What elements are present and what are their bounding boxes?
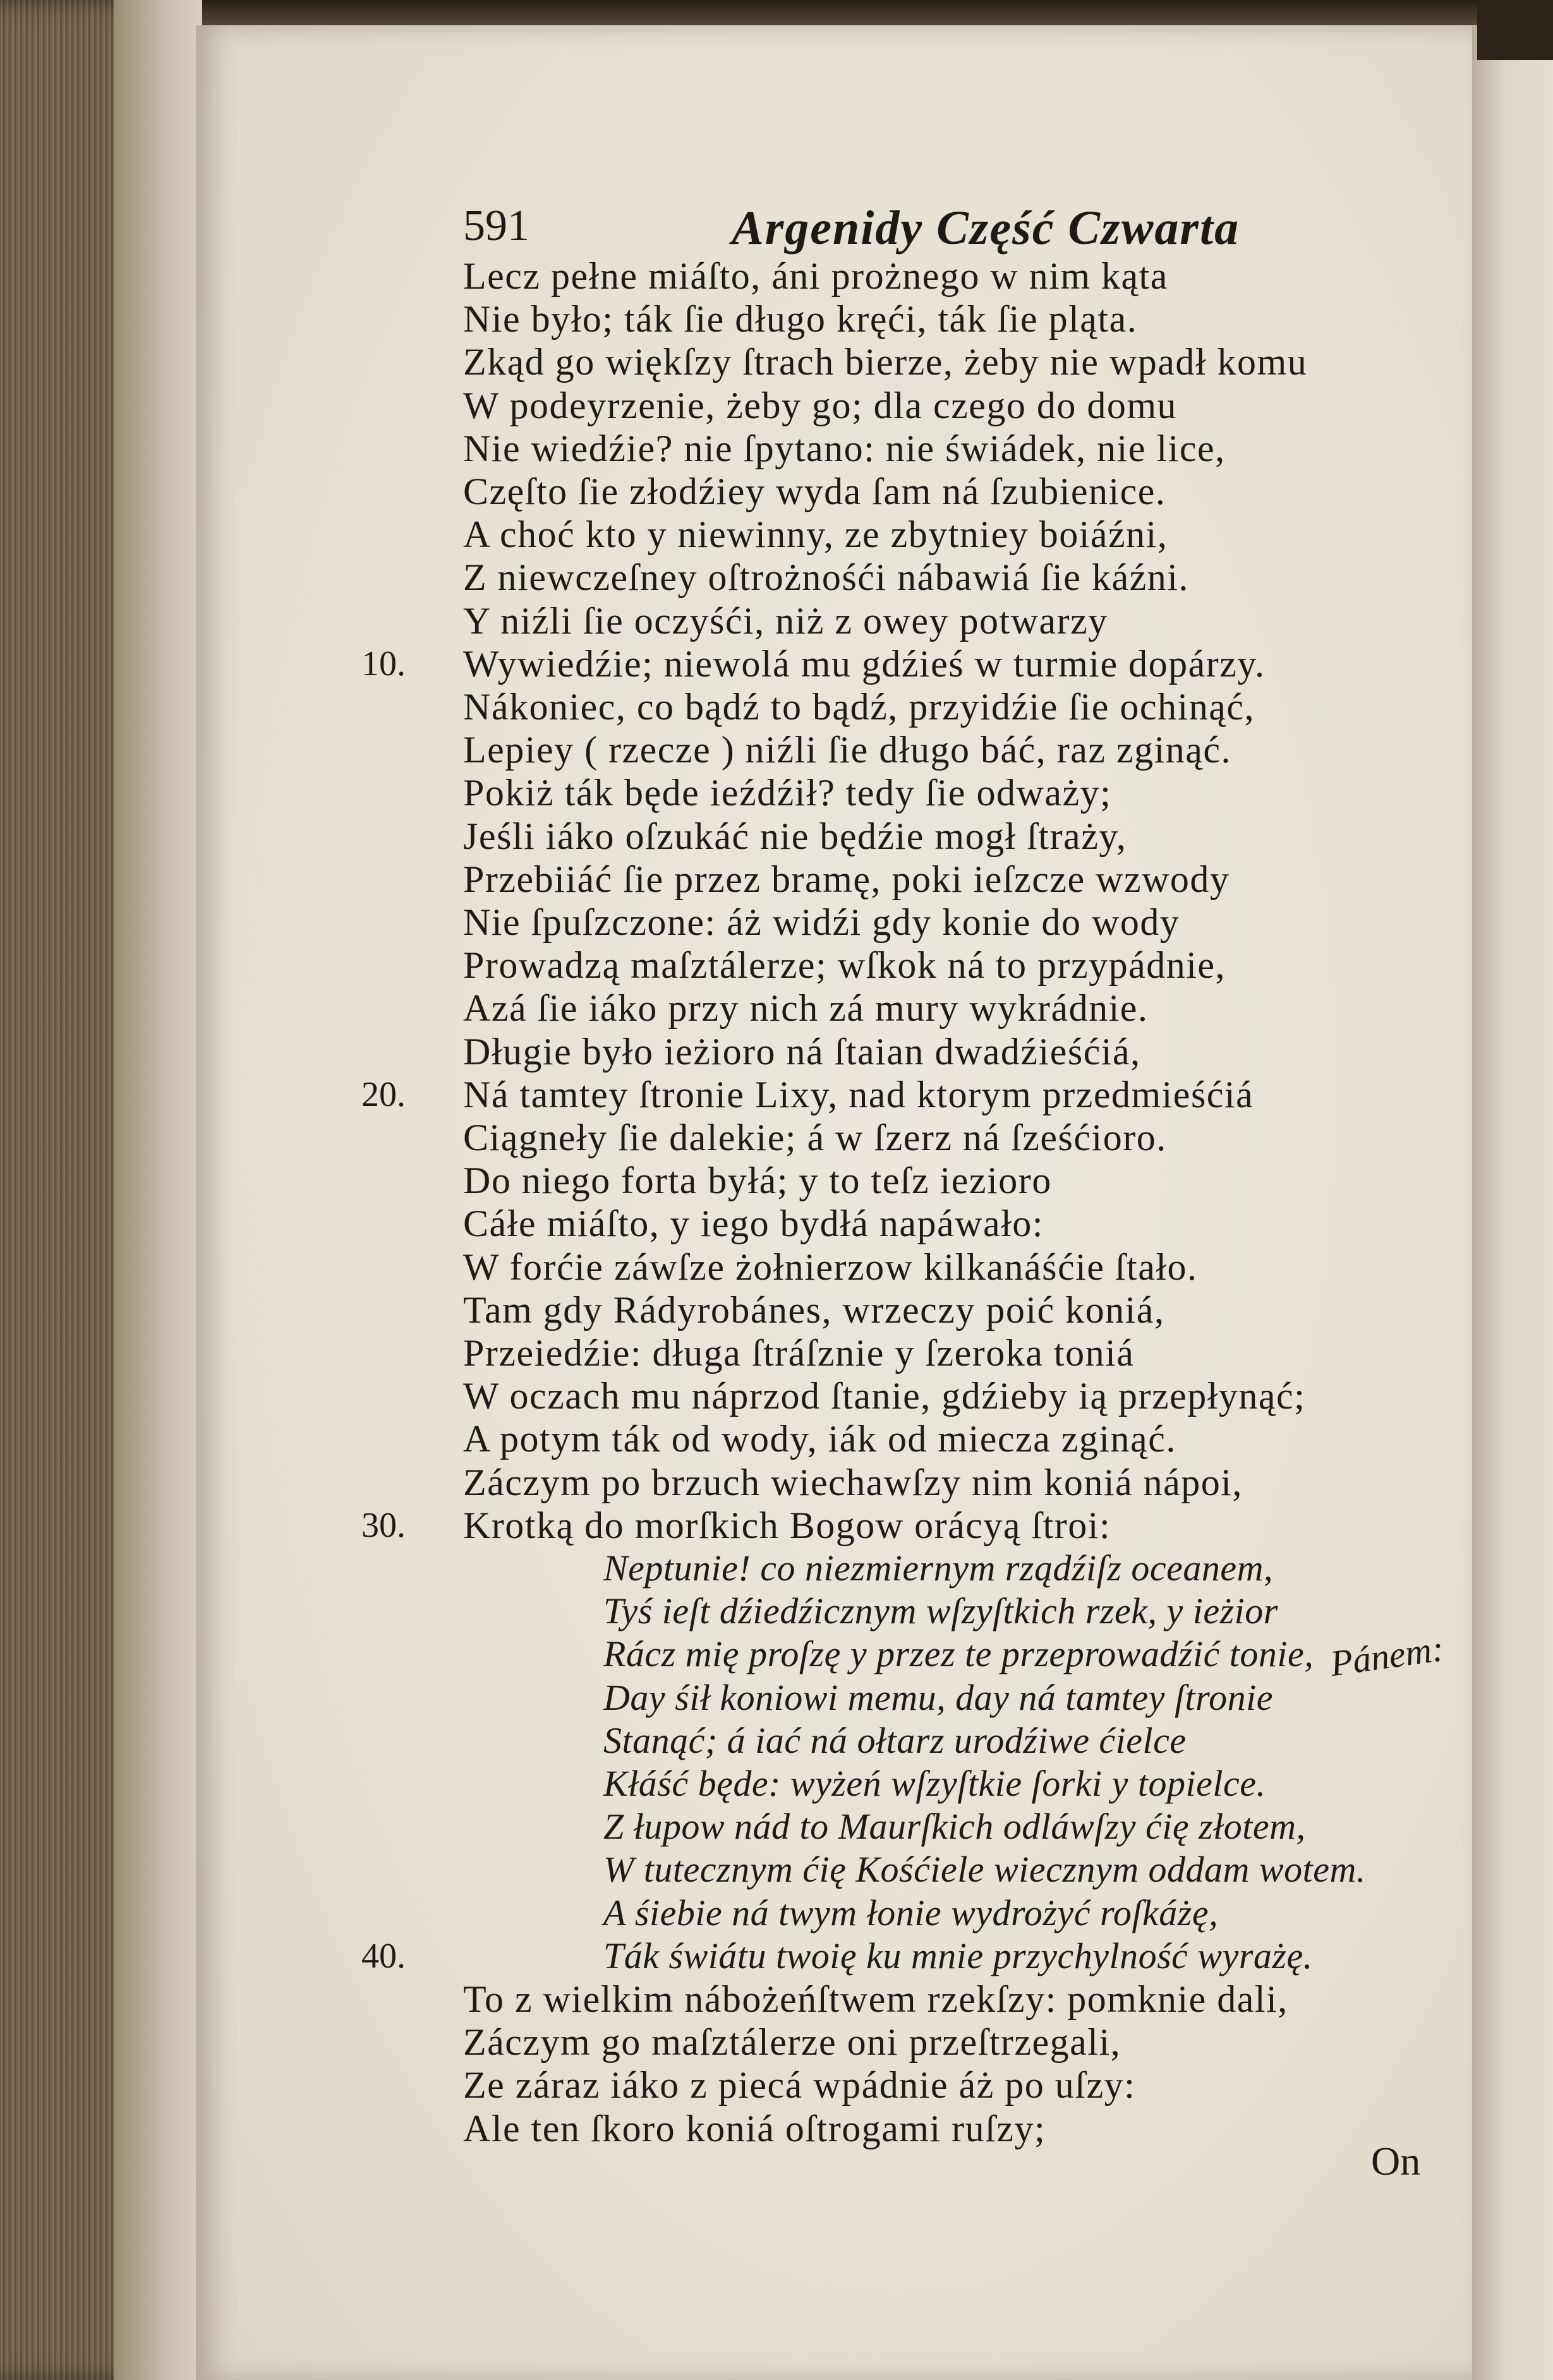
verse-line: Záczym po brzuch wiechawſzy nim koniá nápoi, bbox=[463, 1461, 1243, 1503]
verse-line: To z wielkim nábożeńſtwem rzekſzy: pomknie dali, bbox=[463, 1978, 1288, 2020]
verse-line: A potym ták od wody, iák od miecza zginąć. bbox=[463, 1418, 1176, 1460]
verse-line: W forćie záwſze żołnierzow kilkanáśćie ſtało. bbox=[463, 1246, 1198, 1288]
verse-line: Pokiż ták będe ieźdźił? tedy ſie odważy; bbox=[463, 772, 1112, 814]
book-corner bbox=[1477, 0, 1553, 60]
verse-line: Ze záraz iáko z piecá wpádnie áż po uſzy: bbox=[463, 2064, 1136, 2107]
prayer-verse-line: Day śił koniowi memu, day ná tamtey ſtronie bbox=[603, 1676, 1273, 1718]
page-number: 591 bbox=[463, 201, 529, 250]
verse-line: Nie było; ták ſie długo kręći, ták ſie pląta. bbox=[463, 298, 1138, 340]
verse-line: Jeśli iáko oſzukáć nie będźie mogł ſtraży, bbox=[463, 815, 1127, 857]
verse-line: Záczym go maſztálerze oni przeſtrzegali, bbox=[463, 2021, 1121, 2064]
verse-line: Wywiedźie; niewolá mu gdźieś w turmie dopárzy. bbox=[463, 642, 1266, 685]
facing-page-edge bbox=[1472, 25, 1553, 2380]
line-number: 10. bbox=[361, 644, 406, 683]
page-edges bbox=[0, 0, 202, 2380]
verse-line: Tam gdy Rádyrobánes, wrzeczy poić koniá, bbox=[463, 1289, 1165, 1331]
verse-line: Ale ten ſkoro koniá oſtrogami ruſzy; bbox=[463, 2107, 1046, 2149]
verse-line: Przebiiáć ſie przez bramę, poki ieſzcze wzwody bbox=[463, 858, 1230, 900]
page-header bbox=[463, 201, 1297, 258]
verse-line: Do niego forta byłá; y to teſz iezioro bbox=[463, 1160, 1052, 1202]
line-number: 40. bbox=[361, 1936, 406, 1976]
verse-line: Ná tamtey ſtronie Lixy, nad ktorym przedmieśćiá bbox=[463, 1073, 1254, 1115]
prayer-verse-line: Kłáść będe: wyżeń wſzyſtkie ſorki y topielce. bbox=[603, 1763, 1266, 1804]
overflow-word: Pánem: bbox=[1327, 1627, 1447, 1685]
prayer-verse-line: A śiebie ná twym łonie wydrożyć roſkáżę, bbox=[603, 1892, 1219, 1933]
prayer-verse-line: W tutecznym ćię Kośćiele wiecznym oddam wotem. bbox=[603, 1849, 1366, 1890]
verse-line: Długie było ieżioro ná ſtaian dwadźieśćiá, bbox=[463, 1030, 1141, 1073]
verse-line: Prowadzą maſztálerze; wſkok ná to przypádnie, bbox=[463, 944, 1226, 987]
verse-line: Ciągneły ſie dalekie; á w ſzerz ná ſześćioro. bbox=[463, 1117, 1167, 1158]
verse-line: Y niźli ſie oczyśći, niż z owey potwarzy bbox=[463, 599, 1108, 642]
verse-line: Z niewczeſney oſtrożnośći nábawiá ſie káźni. bbox=[463, 556, 1189, 599]
prayer-verse-line: Ták świátu twoię ku mnie przychylność wyrażę. bbox=[603, 1935, 1313, 1976]
verse-line: Krotką do morſkich Bogow orácyą ſtroi: bbox=[463, 1504, 1111, 1546]
verse-line: Lepiey ( rzecze ) niźli ſie długo báć, raz zginąć. bbox=[463, 729, 1232, 771]
verse-line: W podeyrzenie, żeby go; dla czego do domu bbox=[463, 384, 1178, 426]
catchword: On bbox=[1371, 2139, 1421, 2184]
prayer-verse-line: Rácz mię proſzę y przez te przeprowadźić tonie, bbox=[603, 1633, 1314, 1675]
page-edges-light bbox=[114, 0, 202, 2380]
verse-line: Przeiedźie: długa ſtráſznie y ſzeroka toniá bbox=[463, 1332, 1135, 1374]
verse-line: Częſto ſie złodźiey wyda ſam ná ſzubienice. bbox=[463, 471, 1166, 512]
prayer-verse-line: Z łupow nád to Maurſkich odláwſzy ćię złotem, bbox=[603, 1806, 1306, 1848]
prayer-verse-line: Stanąć; á iać ná ołtarz urodźiwe ćielce bbox=[603, 1719, 1187, 1761]
line-number: 20. bbox=[361, 1074, 406, 1114]
verse-line: Nie wiedźie? nie ſpytano: nie świádek, nie lice, bbox=[463, 427, 1226, 469]
verse-line: Lecz pełne miáſto, áni prożnego w nim kąta bbox=[463, 255, 1168, 297]
book-top-shadow bbox=[0, 0, 1553, 28]
verse-line: Zkąd go więkſzy ſtrach bierze, żeby nie wpadł komu bbox=[463, 341, 1308, 383]
line-number: 30. bbox=[361, 1505, 406, 1545]
verse-line: Nákoniec, co bądź to bądź, przyidźie ſie ochinąć, bbox=[463, 686, 1255, 728]
running-title: Argenidy Część Czwarta bbox=[732, 201, 1240, 255]
verse-line: Nie ſpuſzczone: áż widźi gdy konie do wody bbox=[463, 901, 1180, 943]
verse-line: Cáłe miáſto, y iego bydłá napáwało: bbox=[463, 1203, 1044, 1245]
verse-line: W oczach mu náprzod ſtanie, gdźieby ią przepłynąć; bbox=[463, 1375, 1306, 1417]
verse-line: Azá ſie iáko przy nich zá mury wykrádnie. bbox=[463, 987, 1149, 1030]
prayer-verse-line: Tyś ieſt dźiedźicznym wſzyſtkich rzek, y ieżior bbox=[603, 1590, 1278, 1632]
prayer-verse-line: Neptunie! co niezmiernym rządźiſz oceanem, bbox=[603, 1548, 1273, 1589]
verse-line: A choć kto y niewinny, ze zbytniey boiáźni, bbox=[463, 514, 1168, 556]
